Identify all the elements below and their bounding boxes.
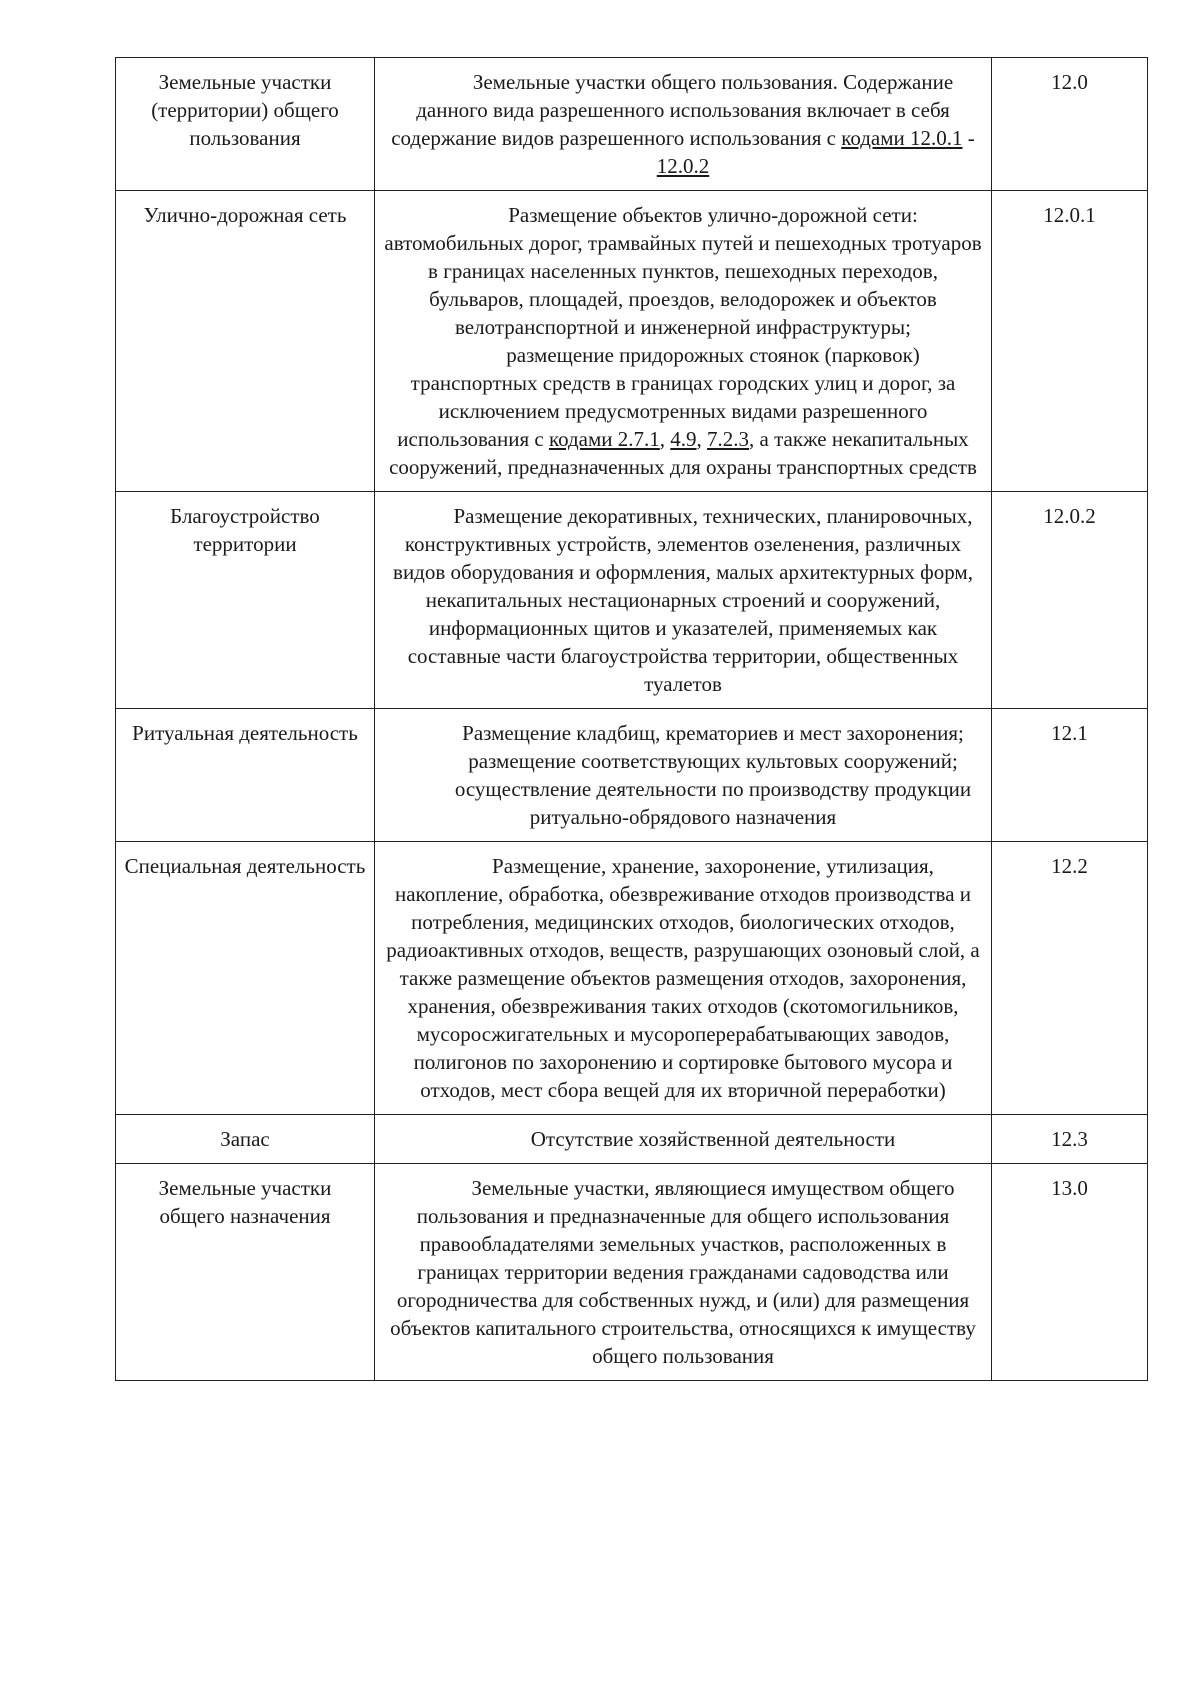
description-paragraph (383, 68, 983, 180)
description-paragraph (383, 719, 983, 747)
table-row (116, 1164, 1148, 1381)
land-use-code-cell: 12.1 (992, 709, 1148, 842)
description-text: Размещение кладбищ, крематориев и мест захоронения; (462, 721, 964, 745)
code-reference-link[interactable]: 4.9 (670, 427, 697, 451)
table-row (116, 492, 1148, 709)
description-text: Размещение, хранение, захоронение, утилизация, накопление, обработка, обезвреживание отходов производства и потребления, медицинских отходов, биологических отходов, радиоактивных отходов, веществ, разрушающих озоновый слой, а также размещение объектов размещения отходов, захоронения, хранения, обезвреживания таких отходов (скотомогильников, мусоросжигательных и мусороперерабатывающих заводов, полигонов по захоронению и сортировке бытового мусора и отходов, мест сбора вещей для их вторичной переработки) (386, 854, 980, 1102)
code-reference-link[interactable]: кодами 12.0.1 (841, 126, 963, 150)
description-paragraph (383, 341, 983, 481)
land-use-description-cell (375, 1115, 992, 1164)
land-use-code-cell: 12.0.1 (992, 191, 1148, 492)
description-text: Размещение декоративных, технических, планировочных, конструктивных устройств, элементов озеленения, различных видов оборудования и оформления, малых архитектурных форм, некапитальных нестационарных строений и сооружений, информационных щитов и указателей, применяемых как составные части благоустройства территории, общественных туалетов (393, 504, 973, 696)
description-text: Отсутствие хозяйственной деятельности (530, 1127, 896, 1151)
description-text: , (659, 427, 671, 451)
code-reference-link[interactable]: 12.0.2 (656, 154, 710, 178)
land-use-code-cell: 12.0 (992, 58, 1148, 191)
land-use-name-cell: Благоустройство территории (116, 492, 375, 709)
land-use-name-cell: Запас (116, 1115, 375, 1164)
code-reference-link[interactable]: кодами 2.7.1 (548, 427, 660, 451)
description-text: , (696, 427, 708, 451)
description-text: размещение придорожных стоянок (парковок) транспортных средств в границах городских улиц и дорог, за исключением предусмотренных видами разрешенного использования с (397, 343, 956, 451)
table-row (116, 842, 1148, 1115)
land-use-name-cell: Ритуальная деятельность (116, 709, 375, 842)
description-text: Земельные участки, являющиеся имуществом общего пользования и предназначенные для общего использования правообладателями земельных участков, расположенных в границах территории ведения гражданами садоводства или огородничества для собственных нужд, и (или) для размещения объектов капитального строительства, относящихся к имуществу общего пользования (390, 1176, 976, 1368)
description-text: , а также некапитальных сооружений, предназначенных для охраны транспортных средств (389, 427, 977, 479)
description-paragraph (383, 852, 983, 1104)
land-use-description-cell (375, 842, 992, 1115)
description-paragraph (383, 201, 983, 341)
description-paragraph (383, 1125, 983, 1153)
description-text: осуществление деятельности по производству продукции ритуально-обрядового назначения (454, 777, 972, 829)
land-use-name-cell: Земельные участки (территории) общего пользования (116, 58, 375, 191)
table-row (116, 58, 1148, 191)
land-use-description-cell (375, 492, 992, 709)
land-use-description-cell (375, 709, 992, 842)
description-paragraph (383, 502, 983, 698)
land-use-code-cell: 12.2 (992, 842, 1148, 1115)
description-paragraph (383, 1174, 983, 1370)
land-use-description-cell (375, 191, 992, 492)
land-use-description-cell (375, 1164, 992, 1381)
description-paragraph (383, 747, 983, 775)
description-text: размещение соответствующих культовых сооружений; (468, 749, 958, 773)
land-use-table (115, 57, 1148, 1381)
description-text: Размещение объектов улично-дорожной сети: автомобильных дорог, трамвайных путей и пешеходных тротуаров в границах населенных пунктов, пешеходных переходов, бульваров, площадей, проездов, велодорожек и объектов велотранспортной и инженерной инфраструктуры; (384, 203, 982, 339)
description-paragraph (383, 775, 983, 831)
description-text: Земельные участки общего пользования. Содержание данного вида разрешенного использования включает в себя содержание видов разрешенного использования с (391, 70, 954, 150)
land-use-name-cell: Улично-дорожная сеть (116, 191, 375, 492)
land-use-code-cell: 12.0.2 (992, 492, 1148, 709)
table-row (116, 191, 1148, 492)
land-use-name-cell: Специальная деятельность (116, 842, 375, 1115)
code-reference-link[interactable]: 7.2.3 (707, 427, 750, 451)
table-body (116, 58, 1148, 1381)
land-use-code-cell: 13.0 (992, 1164, 1148, 1381)
land-use-name-cell: Земельные участки общего назначения (116, 1164, 375, 1381)
table-row (116, 1115, 1148, 1164)
land-use-description-cell (375, 58, 992, 191)
land-use-code-cell: 12.3 (992, 1115, 1148, 1164)
table-row (116, 709, 1148, 842)
description-text: - (962, 126, 975, 150)
